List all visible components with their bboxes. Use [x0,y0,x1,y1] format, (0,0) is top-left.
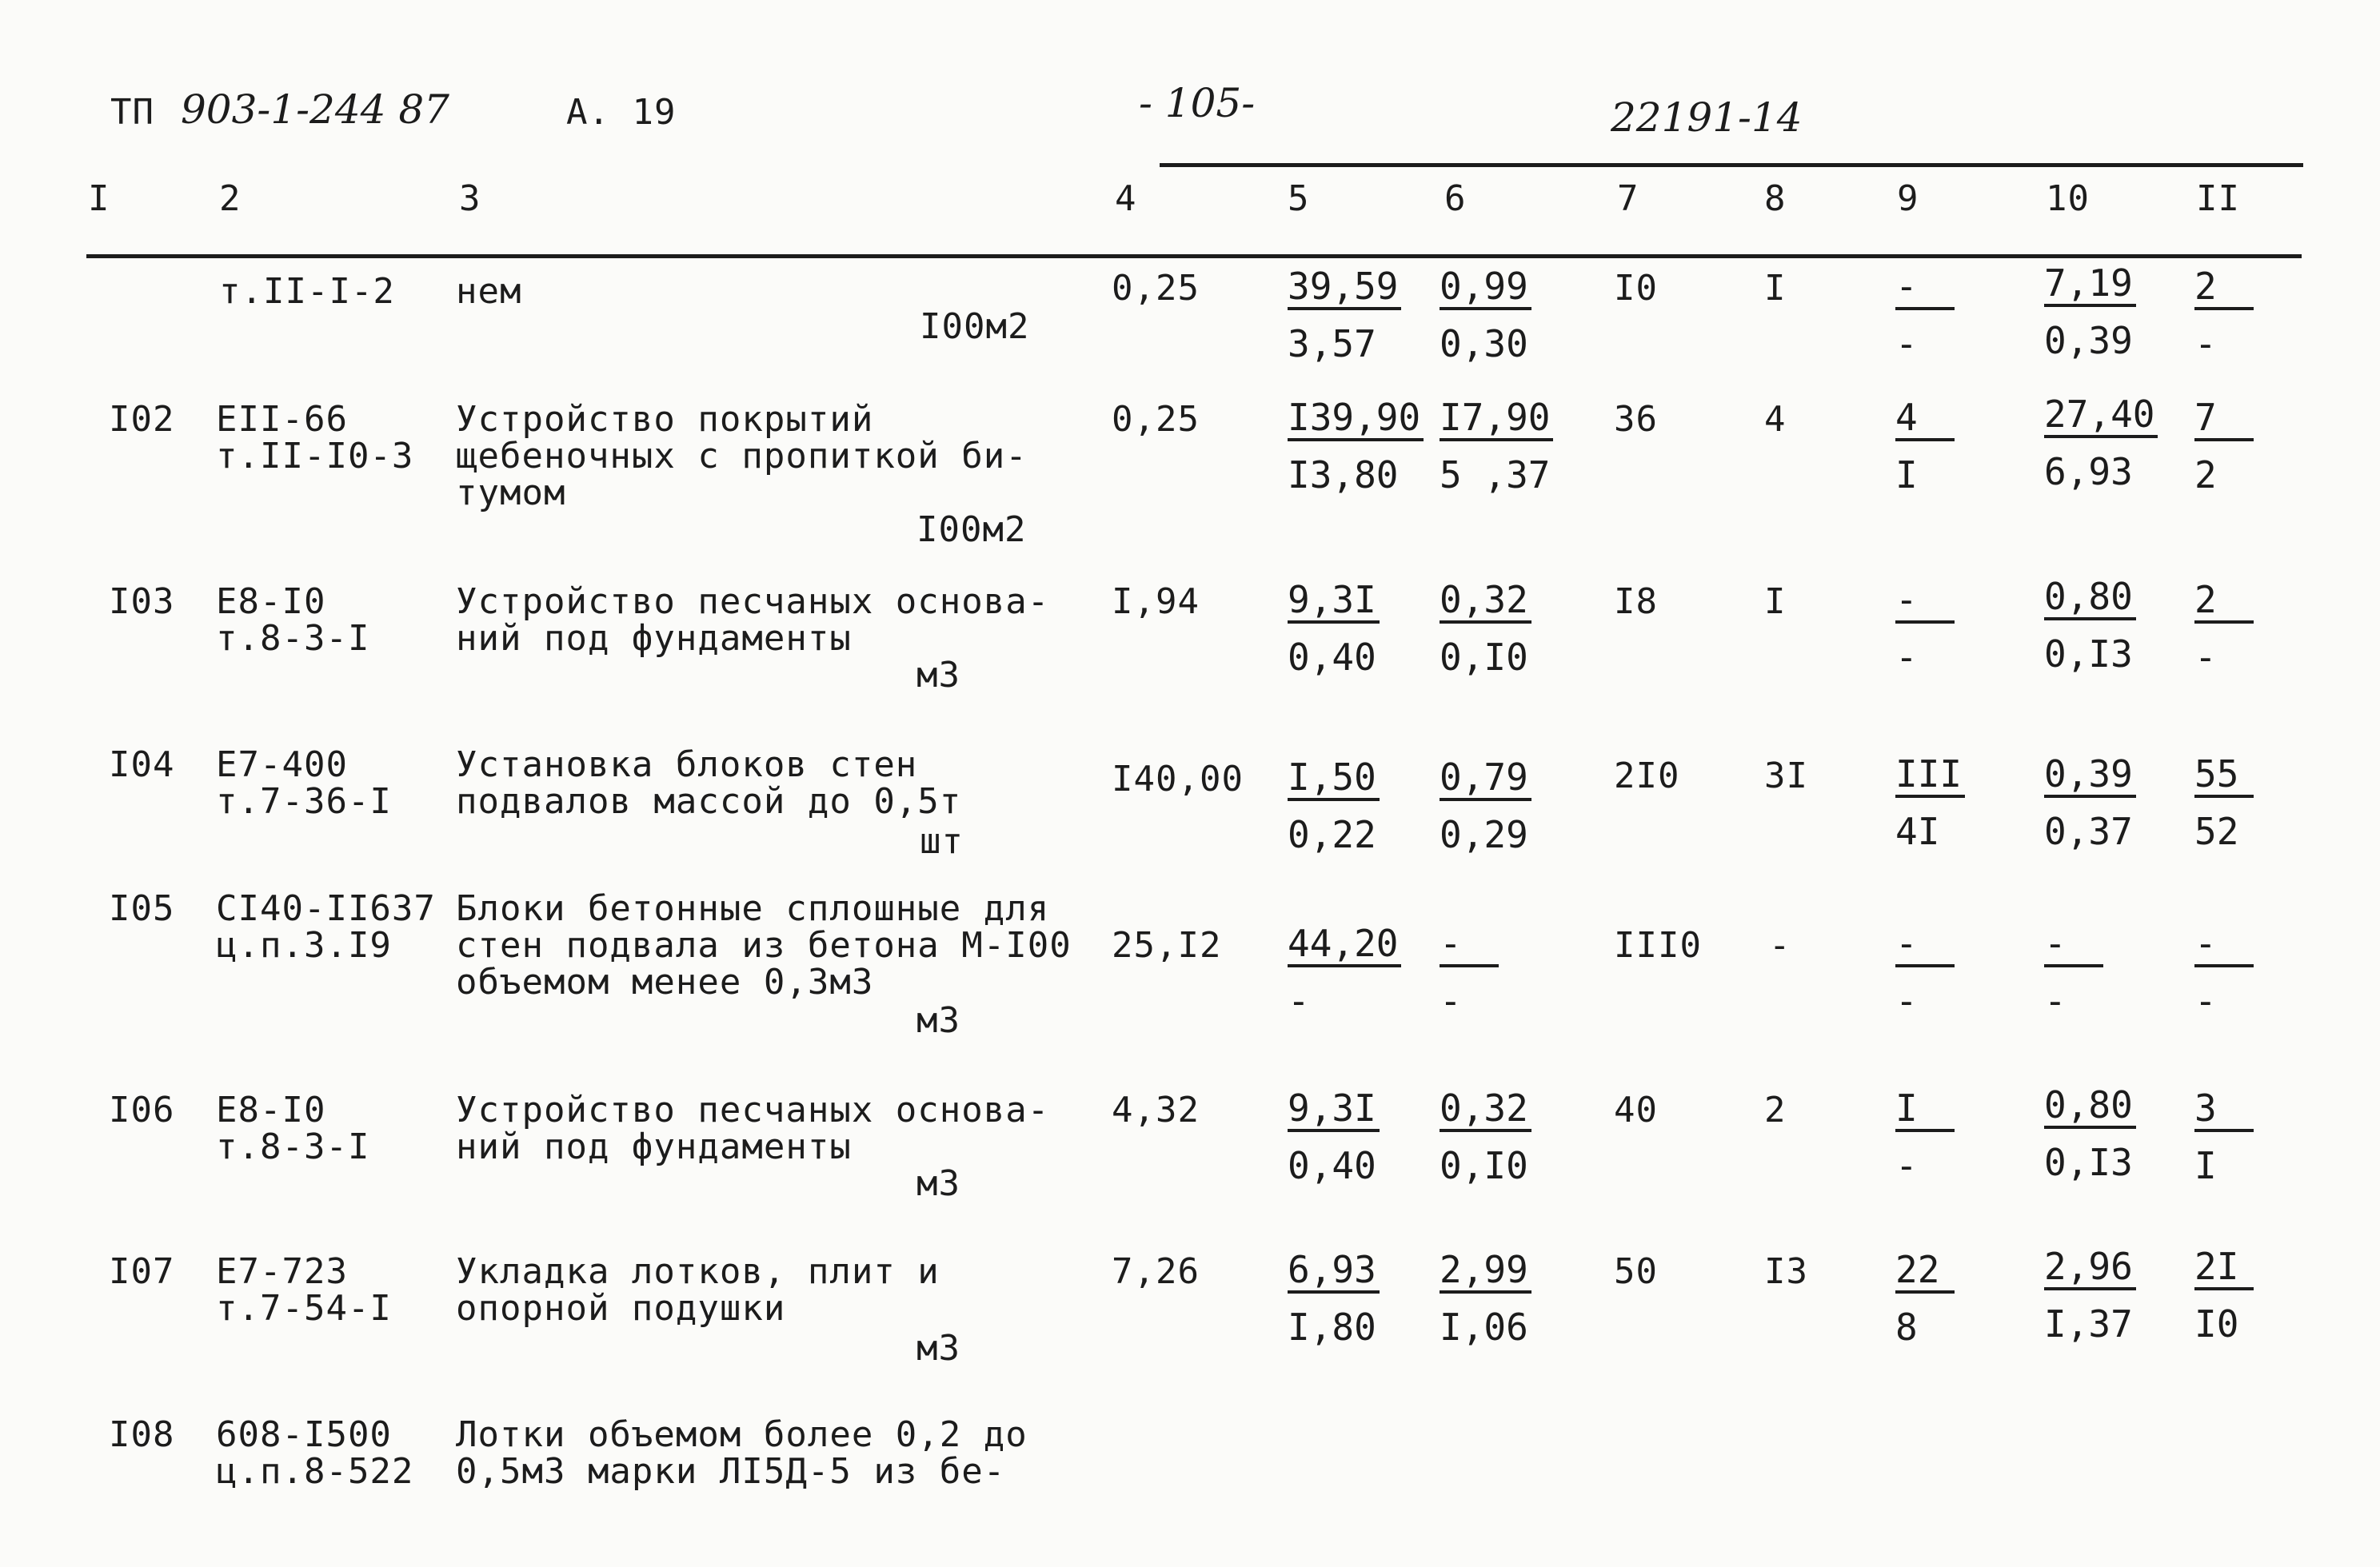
row-number: I08 [109,1414,175,1455]
row-description: объемом менее 0,3м3 [456,962,874,1003]
value-col8: - [1769,925,1791,966]
column-header-2: 2 [219,178,242,219]
doc-prefix: ТП [110,92,154,133]
cost-col5: 44,20 - [1288,924,1401,1020]
row-quantity: 0,25 [1112,268,1200,309]
cost-col5: $\frac{6,93}{I,80}$ [1288,1250,1380,1346]
value-col7: I8 [1614,581,1658,622]
cost-col6: $\frac{0,32}{0,I0}$ [1440,580,1531,676]
row-quantity: 0,25 [1112,399,1200,440]
value-col10: - - [2044,924,2103,1020]
value-col7: 2I0 [1614,756,1680,796]
row-code: E8-I0 [216,1090,326,1130]
value-col11: 2 - [2194,580,2254,676]
row-description: тумом [456,472,566,513]
value-col7: 40 [1614,1090,1658,1130]
row-quantity: 4,32 [1112,1090,1200,1130]
cost-col6: $\frac{0,32}{0,I0}$ [1440,1089,1531,1185]
row-description: Устройство песчаных основа- [456,1090,1050,1130]
row-number: I02 [109,399,175,440]
row-quantity: 25,I2 [1112,925,1222,966]
doc-code: 903-1-244 87 [181,86,449,133]
cost-col6: $\frac{I7,90}{5 ,37}$ [1440,398,1553,494]
column-header-3: 3 [459,178,481,219]
row-description: Установка блоков стен [456,744,918,785]
value-col8: I [1764,581,1787,622]
column-header-7: 7 [1617,178,1639,219]
row-code: EII-66 [216,399,348,440]
column-header-11: II [2196,178,2240,219]
row-quantity: 7,26 [1112,1251,1200,1292]
value-col8: 3I [1764,756,1808,796]
column-header-5: 5 [1288,178,1310,219]
value-col9: - - [1895,267,1955,363]
row-unit: м3 [916,1328,960,1369]
row-number: I03 [109,581,175,622]
column-header-10: 10 [2046,178,2090,219]
value-col9: - - [1895,580,1955,676]
column-header-9: 9 [1897,178,1919,219]
cost-col5: $\frac{39,59}{3,57}$ [1288,267,1401,363]
value-col9: - - [1895,924,1955,1020]
row-description: нем [456,271,522,312]
album-number: А. 19 [566,92,677,133]
header-top-rule [1160,163,2303,167]
row-code: т.8-3-I [216,1126,370,1167]
row-code: E7-400 [216,744,348,785]
value-col11: $\frac{7}{2}$ [2194,398,2254,494]
row-code: ц.п.3.I9 [216,925,392,966]
cost-col6: $\frac{0,79}{0,29}$ [1440,758,1531,854]
value-col9: I - [1895,1089,1955,1185]
page-number: - 105- [1139,80,1256,126]
value-col11: $\frac{3}{I}$ [2194,1089,2254,1185]
value-col10: $\frac{0,80}{0,I3}$ [2044,577,2136,673]
value-col8: I3 [1764,1251,1808,1292]
row-code: т.II-I-2 [219,271,395,312]
cost-col6: $\frac{0,99}{0,30}$ [1440,267,1531,363]
row-quantity: I40,00 [1112,759,1244,799]
row-code: ц.п.8-522 [216,1451,414,1492]
row-code: CI40-II637 [216,888,436,929]
row-description: ний под фундаменты [456,618,852,659]
row-description: ний под фундаменты [456,1126,852,1167]
column-header-1: I [88,178,110,219]
cost-col5: $\frac{I,50}{0,22}$ [1288,758,1380,854]
row-number: I04 [109,744,175,785]
value-col10: $\frac{0,39}{0,37}$ [2044,755,2136,851]
row-quantity: I,94 [1112,581,1200,622]
row-code: 608-I500 [216,1414,392,1455]
row-unit: м3 [916,655,960,696]
row-number: I05 [109,888,175,929]
value-col10: $\frac{7,19}{0,39}$ [2044,264,2136,360]
row-description: Устройство песчаных основа- [456,581,1050,622]
value-col11: 2 - [2194,267,2254,363]
column-header-6: 6 [1444,178,1467,219]
row-unit: I00м2 [920,306,1030,347]
row-number: I06 [109,1090,175,1130]
row-description: Устройство покрытий [456,399,874,440]
row-code: E7-723 [216,1251,348,1292]
value-col8: 2 [1764,1090,1787,1130]
row-unit: I00м2 [916,509,1027,550]
cost-col6: - - [1440,924,1499,1020]
row-description: стен подвала из бетона М-I00 [456,925,1072,966]
row-unit: м3 [916,1000,960,1041]
value-col9: $\frac{4}{I}$ [1895,398,1955,494]
row-description: Лотки объемом более 0,2 до [456,1414,1028,1455]
cost-col5: $\frac{I39,90}{I3,80}$ [1288,398,1424,494]
column-header-4: 4 [1115,178,1137,219]
row-description: Блоки бетонные сплошные для [456,888,1050,929]
row-unit: шт [920,821,964,862]
value-col7: 50 [1614,1251,1658,1292]
row-code: т.7-54-I [216,1288,392,1329]
cost-col5: $\frac{9,3I}{0,40}$ [1288,1089,1380,1185]
column-header-8: 8 [1764,178,1787,219]
value-col9: III 4I [1895,755,1965,851]
row-description: 0,5м3 марки ЛI5Д-5 из бе- [456,1451,1006,1492]
value-col9: $\frac{22}{8}$ [1895,1250,1955,1346]
value-col10: $\frac{2,96}{I,37}$ [2044,1247,2136,1343]
row-unit: м3 [916,1163,960,1204]
value-col7: 36 [1614,399,1658,440]
cost-col5: $\frac{9,3I}{0,40}$ [1288,580,1380,676]
value-col8: I [1764,268,1787,309]
value-col11: $\frac{55}{52}$ [2194,755,2254,851]
cost-col6: $\frac{2,99}{I,06}$ [1440,1250,1531,1346]
value-col11: $\frac{2I}{I0}$ [2194,1247,2254,1343]
row-code: E8-I0 [216,581,326,622]
row-description: Укладка лотков, плит и [456,1251,940,1292]
value-col11: - - [2194,924,2254,1020]
row-code: т.II-I0-3 [216,436,414,476]
row-code: т.8-3-I [216,618,370,659]
row-description: подвалов массой до 0,5т [456,781,962,822]
document-number: 22191-14 [1611,94,1803,141]
header-bottom-rule [86,254,2302,258]
value-col7: I0 [1614,268,1658,309]
value-col8: 4 [1764,399,1787,440]
row-description: щебеночных с пропиткой би- [456,436,1028,476]
row-description: опорной подушки [456,1288,786,1329]
value-col7: III0 [1614,925,1702,966]
row-code: т.7-36-I [216,781,392,822]
value-col10: $\frac{27,40}{6,93}$ [2044,395,2158,491]
value-col10: $\frac{0,80}{0,I3}$ [2044,1086,2136,1182]
row-number: I07 [109,1251,175,1292]
